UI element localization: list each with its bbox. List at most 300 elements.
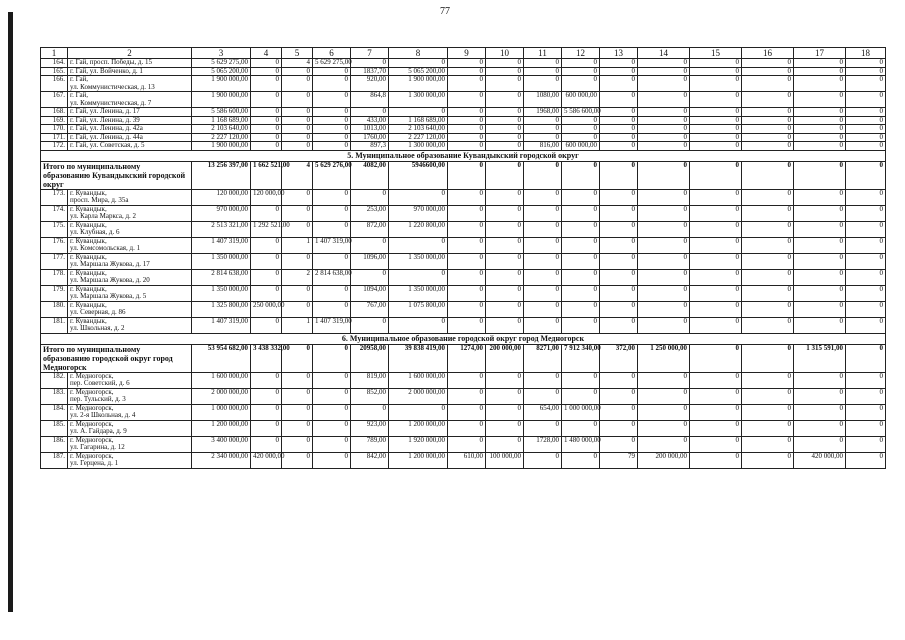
subtotal-value-cell: 0 — [562, 161, 600, 189]
value-cell: 0 — [794, 285, 846, 301]
row-number: 187. — [41, 452, 68, 468]
value-cell: 0 — [846, 221, 886, 237]
value-cell: 0 — [313, 388, 351, 404]
address-line: просп. Мира, д. 35а — [70, 196, 129, 204]
value-cell: 0 — [742, 404, 794, 420]
value-cell: 0 — [251, 436, 282, 452]
table-row — [41, 253, 886, 269]
value-cell: 0 — [600, 253, 638, 269]
row-number: 178. — [41, 269, 68, 285]
address-cell — [68, 189, 192, 205]
value-cell: 0 — [486, 76, 524, 92]
address-cell — [68, 205, 192, 221]
column-number-cell: 13 — [600, 48, 638, 59]
value-cell: 0 — [524, 221, 562, 237]
address-cell — [68, 221, 192, 237]
value-cell: 0 — [638, 388, 690, 404]
value-cell: 0 — [313, 133, 351, 142]
address-line: г. Кувандык, — [70, 188, 107, 197]
value-cell: 0 — [448, 76, 486, 92]
value-cell: 0 — [638, 116, 690, 125]
value-cell: 1 407 319,00 — [192, 237, 251, 253]
value-cell: 0 — [794, 388, 846, 404]
address-line: г. Гай, — [70, 91, 89, 99]
value-cell: 0 — [351, 237, 389, 253]
table-row — [41, 285, 886, 301]
row-number: 168. — [41, 108, 68, 117]
value-cell: 0 — [486, 116, 524, 125]
value-cell: 200 000,00 — [638, 452, 690, 468]
value-cell: 0 — [282, 372, 313, 388]
value-cell: 0 — [524, 125, 562, 134]
row-number: 186. — [41, 436, 68, 452]
row-number: 183. — [41, 388, 68, 404]
subtotal-value-cell: 5946600,00 — [389, 161, 448, 189]
value-cell: 0 — [313, 404, 351, 420]
value-cell: 0 — [638, 189, 690, 205]
value-cell: 0 — [282, 92, 313, 108]
value-cell: 0 — [600, 92, 638, 108]
value-cell: 0 — [600, 301, 638, 317]
value-cell: 253,00 — [351, 205, 389, 221]
address-cell — [68, 142, 192, 151]
value-cell: 5 629 275,00 — [313, 59, 351, 68]
value-cell: 0 — [638, 253, 690, 269]
table-row — [41, 436, 886, 452]
value-cell: 0 — [600, 205, 638, 221]
value-cell: 0 — [448, 269, 486, 285]
address-line: ул. Маршала Жукова, д. 20 — [70, 276, 150, 284]
value-cell: 0 — [690, 76, 742, 92]
value-cell: 0 — [600, 372, 638, 388]
value-cell: 0 — [448, 420, 486, 436]
value-cell: 0 — [846, 404, 886, 420]
value-cell: 0 — [282, 436, 313, 452]
value-cell: 2 227 120,00 — [192, 133, 251, 142]
address-line: г. Гай, ул. Советская, д. 5 — [70, 141, 145, 149]
value-cell: 0 — [282, 142, 313, 151]
column-number-cell: 5 — [282, 48, 313, 59]
value-cell: 2 103 640,00 — [192, 125, 251, 134]
value-cell: 0 — [794, 436, 846, 452]
subtotal-row — [41, 344, 886, 372]
value-cell: 0 — [794, 372, 846, 388]
value-cell: 0 — [742, 108, 794, 117]
value-cell: 1 900 000,00 — [192, 76, 251, 92]
table-row — [41, 404, 886, 420]
row-number: 179. — [41, 285, 68, 301]
table-row — [41, 205, 886, 221]
value-cell: 0 — [313, 108, 351, 117]
row-number: 173. — [41, 189, 68, 205]
table-row — [41, 59, 886, 68]
value-cell: 0 — [282, 301, 313, 317]
value-cell: 0 — [794, 76, 846, 92]
value-cell: 0 — [351, 404, 389, 420]
table-row — [41, 125, 886, 134]
value-cell: 0 — [524, 116, 562, 125]
row-number: 174. — [41, 205, 68, 221]
value-cell: 0 — [448, 404, 486, 420]
value-cell: 0 — [690, 205, 742, 221]
column-number-cell: 3 — [192, 48, 251, 59]
value-cell: 1837,70 — [351, 67, 389, 76]
address-line: г. Гай, ул. Ленина, д. 44а — [70, 132, 143, 141]
row-number: 181. — [41, 317, 68, 333]
value-cell: 1080,00 — [524, 92, 562, 108]
address-line: г. Кувандык, — [70, 316, 107, 325]
address-cell — [68, 285, 192, 301]
value-cell: 0 — [313, 189, 351, 205]
value-cell: 0 — [846, 67, 886, 76]
subtotal-value-cell: 7 912 340,00 — [562, 344, 600, 372]
address-cell — [68, 125, 192, 134]
value-cell: 0 — [251, 372, 282, 388]
value-cell: 1 350 000,00 — [192, 253, 251, 269]
table-row — [41, 67, 886, 76]
row-number: 166. — [41, 76, 68, 92]
value-cell: 0 — [448, 285, 486, 301]
row-number: 167. — [41, 92, 68, 108]
value-cell: 0 — [794, 253, 846, 269]
value-cell: 5 586 600,00 — [192, 108, 251, 117]
value-cell: 120 000,00 — [192, 189, 251, 205]
subtotal-value-cell: 1 315 591,00 — [794, 344, 846, 372]
value-cell: 2 — [282, 269, 313, 285]
address-line: г. Медногорск, — [70, 419, 114, 428]
value-cell: 0 — [742, 67, 794, 76]
value-cell: 5 065 200,00 — [389, 67, 448, 76]
value-cell: 0 — [794, 301, 846, 317]
value-cell: 0 — [742, 285, 794, 301]
value-cell: 0 — [742, 436, 794, 452]
value-cell: 0 — [600, 317, 638, 333]
value-cell: 0 — [690, 59, 742, 68]
value-cell: 0 — [638, 317, 690, 333]
value-cell: 0 — [742, 205, 794, 221]
value-cell: 0 — [524, 67, 562, 76]
value-cell: 0 — [600, 59, 638, 68]
value-cell: 0 — [742, 76, 794, 92]
address-cell — [68, 404, 192, 420]
value-cell: 0 — [600, 116, 638, 125]
value-cell: 0 — [562, 388, 600, 404]
value-cell: 0 — [742, 142, 794, 151]
row-number: 182. — [41, 372, 68, 388]
table-row — [41, 301, 886, 317]
value-cell: 0 — [313, 452, 351, 468]
value-cell: 0 — [690, 116, 742, 125]
value-cell: 1 — [282, 237, 313, 253]
value-cell: 0 — [486, 317, 524, 333]
value-cell: 0 — [389, 237, 448, 253]
value-cell: 0 — [690, 253, 742, 269]
subtotal-value-cell: 0 — [794, 161, 846, 189]
value-cell: 0 — [638, 205, 690, 221]
value-cell: 0 — [251, 76, 282, 92]
value-cell: 0 — [562, 59, 600, 68]
value-cell: 1 407 319,00 — [192, 317, 251, 333]
address-cell — [68, 301, 192, 317]
address-cell — [68, 253, 192, 269]
column-number-cell: 10 — [486, 48, 524, 59]
table-row — [41, 142, 886, 151]
value-cell: 0 — [846, 301, 886, 317]
value-cell: 0 — [448, 116, 486, 125]
value-cell: 872,00 — [351, 221, 389, 237]
value-cell: 0 — [638, 237, 690, 253]
value-cell: 0 — [448, 133, 486, 142]
value-cell: 0 — [524, 59, 562, 68]
value-cell: 0 — [562, 237, 600, 253]
address-cell — [68, 452, 192, 468]
row-number: 180. — [41, 301, 68, 317]
value-cell: 0 — [794, 142, 846, 151]
value-cell: 0 — [690, 221, 742, 237]
value-cell: 0 — [562, 452, 600, 468]
value-cell: 0 — [389, 317, 448, 333]
value-cell: 0 — [690, 404, 742, 420]
value-cell: 2 340 000,00 — [192, 452, 251, 468]
value-cell: 1 300 000,00 — [389, 142, 448, 151]
subtotal-value-cell: 0 — [600, 161, 638, 189]
address-line: ул. Коммунистическая, д. 13 — [70, 82, 155, 91]
value-cell: 0 — [251, 420, 282, 436]
value-cell: 0 — [846, 125, 886, 134]
address-cell — [68, 108, 192, 117]
table-row — [41, 92, 886, 108]
row-number: 170. — [41, 125, 68, 134]
value-cell: 600 000,00 — [562, 142, 600, 151]
scan-shadow-edge — [8, 12, 13, 612]
value-cell: 0 — [486, 404, 524, 420]
subtotal-value-cell: 0 — [638, 161, 690, 189]
value-cell: 0 — [562, 221, 600, 237]
value-cell: 0 — [562, 125, 600, 134]
value-cell: 0 — [846, 59, 886, 68]
value-cell: 0 — [846, 317, 886, 333]
value-cell: 0 — [486, 420, 524, 436]
value-cell: 0 — [794, 59, 846, 68]
address-line: пер. Тульский, д. 3 — [70, 395, 126, 403]
value-cell: 0 — [282, 116, 313, 125]
value-cell: 789,00 — [351, 436, 389, 452]
table-row — [41, 372, 886, 388]
value-cell: 0 — [486, 59, 524, 68]
value-cell: 0 — [600, 436, 638, 452]
value-cell: 0 — [846, 388, 886, 404]
value-cell: 0 — [562, 285, 600, 301]
value-cell: 120 000,00 — [251, 189, 282, 205]
address-line: г. Медногорск, — [70, 403, 114, 412]
column-number-cell: 1 — [41, 48, 68, 59]
value-cell: 0 — [638, 133, 690, 142]
value-cell: 0 — [562, 76, 600, 92]
value-cell: 0 — [562, 189, 600, 205]
value-cell: 0 — [486, 269, 524, 285]
value-cell: 5 065 200,00 — [192, 67, 251, 76]
value-cell: 100 000,00 — [486, 452, 524, 468]
column-number-cell: 16 — [742, 48, 794, 59]
column-number-cell: 6 — [313, 48, 351, 59]
value-cell: 0 — [251, 59, 282, 68]
value-cell: 0 — [524, 301, 562, 317]
value-cell: 0 — [562, 116, 600, 125]
value-cell: 0 — [448, 317, 486, 333]
value-cell: 0 — [389, 108, 448, 117]
address-line: г. Медногорск, — [70, 371, 114, 380]
value-cell: 0 — [690, 67, 742, 76]
value-cell: 0 — [486, 189, 524, 205]
value-cell: 0 — [251, 269, 282, 285]
value-cell: 0 — [562, 420, 600, 436]
value-cell: 0 — [524, 388, 562, 404]
address-line: ул. Гагарина, д. 12 — [70, 443, 125, 451]
value-cell: 0 — [690, 142, 742, 151]
value-cell: 1 000 000,00 — [562, 404, 600, 420]
value-cell: 0 — [448, 372, 486, 388]
value-cell: 0 — [638, 285, 690, 301]
value-cell: 0 — [313, 67, 351, 76]
address-line: г. Медногорск, — [70, 435, 114, 444]
table-row — [41, 269, 886, 285]
value-cell: 0 — [742, 253, 794, 269]
address-cell — [68, 388, 192, 404]
value-cell: 0 — [742, 116, 794, 125]
value-cell: 0 — [486, 221, 524, 237]
value-cell: 0 — [251, 108, 282, 117]
value-cell: 0 — [282, 253, 313, 269]
subtotal-label: Итого по муниципальному образованию городской округ город Медногорск — [41, 344, 192, 372]
section-heading-row — [41, 333, 886, 344]
value-cell: 0 — [389, 59, 448, 68]
column-number-cell: 18 — [846, 48, 886, 59]
value-cell: 1968,00 — [524, 108, 562, 117]
address-line: г. Медногорск, — [70, 451, 114, 460]
value-cell: 2 103 640,00 — [389, 125, 448, 134]
value-cell: 0 — [562, 205, 600, 221]
value-cell: 0 — [282, 404, 313, 420]
table-body — [41, 48, 886, 469]
value-cell: 0 — [742, 372, 794, 388]
value-cell: 0 — [486, 285, 524, 301]
value-cell: 0 — [486, 388, 524, 404]
value-cell: 0 — [486, 205, 524, 221]
value-cell: 0 — [742, 189, 794, 205]
value-cell: 0 — [690, 420, 742, 436]
value-cell: 0 — [638, 301, 690, 317]
value-cell: 0 — [742, 452, 794, 468]
address-line: г. Гай, — [70, 75, 89, 83]
value-cell: 0 — [313, 420, 351, 436]
column-number-cell: 14 — [638, 48, 690, 59]
value-cell: 0 — [638, 59, 690, 68]
row-number: 164. — [41, 59, 68, 68]
value-cell: 897,3 — [351, 142, 389, 151]
address-cell — [68, 92, 192, 108]
value-cell: 0 — [524, 269, 562, 285]
value-cell: 0 — [313, 372, 351, 388]
address-line: г. Кувандык, — [70, 300, 107, 309]
value-cell: 0 — [794, 404, 846, 420]
value-cell: 1 168 689,00 — [192, 116, 251, 125]
value-cell: 0 — [313, 76, 351, 92]
value-cell: 0 — [690, 189, 742, 205]
value-cell: 0 — [600, 76, 638, 92]
address-line: ул. Клубная, д. 6 — [70, 228, 120, 236]
table-row — [41, 237, 886, 253]
column-number-row — [41, 48, 886, 59]
value-cell: 0 — [690, 237, 742, 253]
value-cell: 0 — [448, 92, 486, 108]
table-row — [41, 317, 886, 333]
value-cell: 0 — [690, 285, 742, 301]
value-cell: 1 200 000,00 — [389, 420, 448, 436]
subtotal-value-cell: 3 438 332,00 — [251, 344, 282, 372]
address-line: ул. Герцена, д. 1 — [70, 459, 119, 467]
address-cell — [68, 436, 192, 452]
value-cell: 0 — [562, 372, 600, 388]
value-cell: 0 — [638, 76, 690, 92]
address-line: г. Кувандык, — [70, 252, 107, 261]
address-line: ул. Маршала Жукова, д. 17 — [70, 260, 150, 268]
value-cell: 970 000,00 — [192, 205, 251, 221]
value-cell: 0 — [448, 142, 486, 151]
value-cell: 0 — [846, 189, 886, 205]
value-cell: 1 407 319,00 — [313, 237, 351, 253]
value-cell: 0 — [251, 116, 282, 125]
value-cell: 1 200 000,00 — [192, 420, 251, 436]
subtotal-value-cell: 0 — [846, 344, 886, 372]
address-cell — [68, 269, 192, 285]
value-cell: 970 000,00 — [389, 205, 448, 221]
value-cell: 0 — [690, 269, 742, 285]
value-cell: 0 — [282, 205, 313, 221]
value-cell: 0 — [313, 92, 351, 108]
value-cell: 0 — [600, 404, 638, 420]
value-cell: 0 — [562, 133, 600, 142]
value-cell: 1 168 689,00 — [389, 116, 448, 125]
value-cell: 0 — [486, 253, 524, 269]
value-cell: 0 — [794, 205, 846, 221]
value-cell: 0 — [282, 67, 313, 76]
value-cell: 0 — [486, 372, 524, 388]
value-cell: 0 — [251, 142, 282, 151]
value-cell: 0 — [742, 59, 794, 68]
value-cell: 0 — [600, 108, 638, 117]
value-cell: 0 — [846, 133, 886, 142]
value-cell: 0 — [690, 133, 742, 142]
value-cell: 0 — [282, 189, 313, 205]
column-number-cell: 17 — [794, 48, 846, 59]
value-cell: 0 — [448, 205, 486, 221]
value-cell: 0 — [448, 59, 486, 68]
address-line: г. Кувандык, — [70, 204, 107, 213]
value-cell: 5 586 600,00 — [562, 108, 600, 117]
row-number: 176. — [41, 237, 68, 253]
value-cell: 0 — [313, 436, 351, 452]
subtotal-value-cell: 1 662 521,00 — [251, 161, 282, 189]
value-cell: 0 — [794, 92, 846, 108]
value-cell: 0 — [251, 205, 282, 221]
value-cell: 1 075 800,00 — [389, 301, 448, 317]
row-number: 171. — [41, 133, 68, 142]
value-cell: 0 — [638, 92, 690, 108]
value-cell: 816,00 — [524, 142, 562, 151]
value-cell: 0 — [562, 301, 600, 317]
value-cell: 0 — [794, 133, 846, 142]
subtotal-value-cell: 0 — [524, 161, 562, 189]
